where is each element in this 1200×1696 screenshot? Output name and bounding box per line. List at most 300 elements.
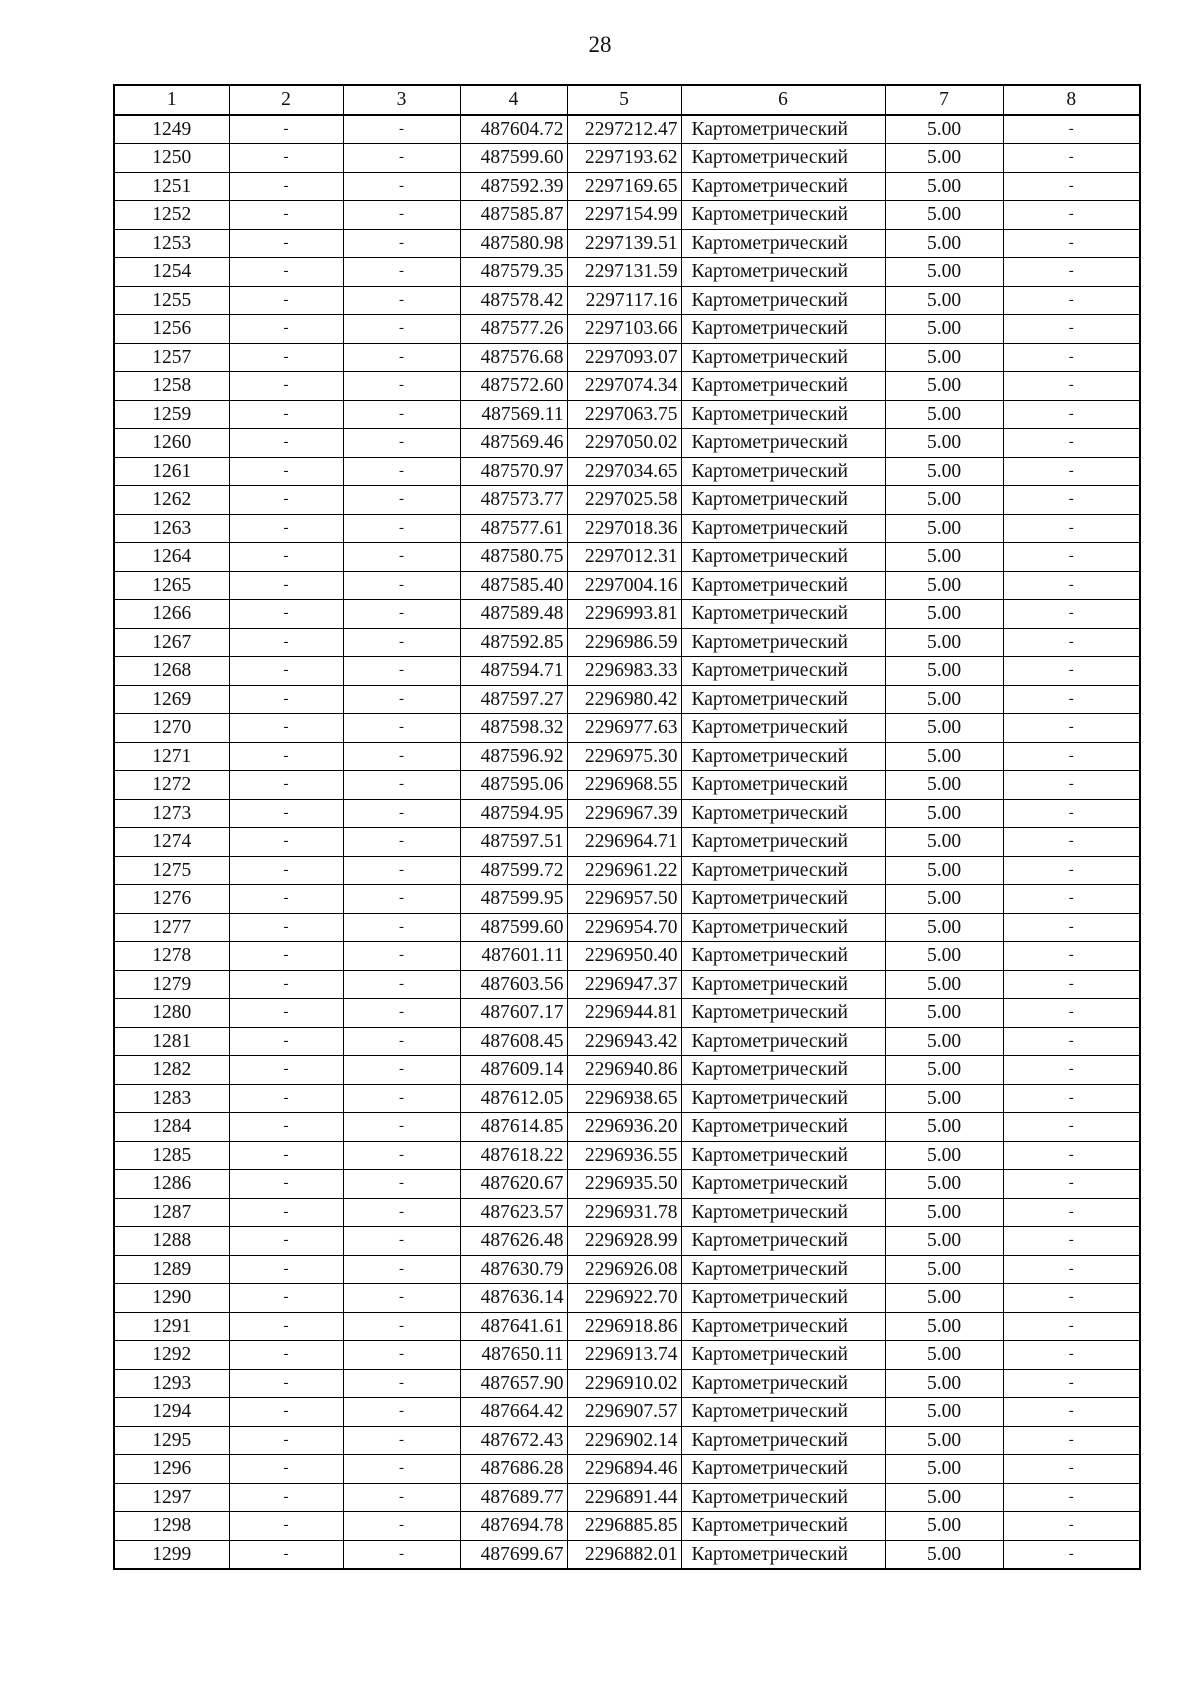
method-cell: Картометрический	[681, 1284, 885, 1313]
col8-cell: -	[1003, 1312, 1140, 1341]
col8-cell: -	[1003, 1540, 1140, 1569]
col2-cell: -	[229, 856, 343, 885]
table-row	[114, 144, 1140, 173]
x-coordinate-cell: 487594.71	[460, 657, 567, 686]
table-row	[114, 514, 1140, 543]
table-row	[114, 258, 1140, 287]
point-number-cell: 1253	[114, 229, 229, 258]
accuracy-cell: 5.00	[885, 201, 1003, 230]
col8-cell: -	[1003, 400, 1140, 429]
accuracy-cell: 5.00	[885, 628, 1003, 657]
x-coordinate-cell: 487694.78	[460, 1512, 567, 1541]
col2-cell: -	[229, 1084, 343, 1113]
accuracy-cell: 5.00	[885, 970, 1003, 999]
col3-cell: -	[343, 429, 460, 458]
column-header: 4	[460, 85, 567, 115]
accuracy-cell: 5.00	[885, 543, 1003, 572]
column-header: 7	[885, 85, 1003, 115]
x-coordinate-cell: 487596.92	[460, 742, 567, 771]
column-header: 3	[343, 85, 460, 115]
y-coordinate-cell: 2296993.81	[567, 600, 681, 629]
col3-cell: -	[343, 942, 460, 971]
point-number-cell: 1276	[114, 885, 229, 914]
x-coordinate-cell: 487595.06	[460, 771, 567, 800]
method-cell: Картометрический	[681, 1084, 885, 1113]
table-row	[114, 229, 1140, 258]
point-number-cell: 1266	[114, 600, 229, 629]
col2-cell: -	[229, 1426, 343, 1455]
col8-cell: -	[1003, 115, 1140, 144]
x-coordinate-cell: 487657.90	[460, 1369, 567, 1398]
accuracy-cell: 5.00	[885, 913, 1003, 942]
method-cell: Картометрический	[681, 144, 885, 173]
y-coordinate-cell: 2296902.14	[567, 1426, 681, 1455]
accuracy-cell: 5.00	[885, 742, 1003, 771]
col8-cell: -	[1003, 258, 1140, 287]
col8-cell: -	[1003, 742, 1140, 771]
col8-cell: -	[1003, 1341, 1140, 1370]
y-coordinate-cell: 2296964.71	[567, 828, 681, 857]
table-row	[114, 714, 1140, 743]
point-number-cell: 1298	[114, 1512, 229, 1541]
col8-cell: -	[1003, 657, 1140, 686]
accuracy-cell: 5.00	[885, 571, 1003, 600]
col8-cell: -	[1003, 201, 1140, 230]
page-number: 28	[588, 32, 612, 57]
y-coordinate-cell: 2297131.59	[567, 258, 681, 287]
col8-cell: -	[1003, 1027, 1140, 1056]
method-cell: Картометрический	[681, 372, 885, 401]
y-coordinate-cell: 2296922.70	[567, 1284, 681, 1313]
x-coordinate-cell: 487630.79	[460, 1255, 567, 1284]
col3-cell: -	[343, 1455, 460, 1484]
table-row	[114, 1084, 1140, 1113]
point-number-cell: 1258	[114, 372, 229, 401]
accuracy-cell: 5.00	[885, 1341, 1003, 1370]
accuracy-cell: 5.00	[885, 1141, 1003, 1170]
table-row	[114, 1312, 1140, 1341]
col3-cell: -	[343, 372, 460, 401]
y-coordinate-cell: 2297012.31	[567, 543, 681, 572]
accuracy-cell: 5.00	[885, 1512, 1003, 1541]
method-cell: Картометрический	[681, 172, 885, 201]
col2-cell: -	[229, 1141, 343, 1170]
method-cell: Картометрический	[681, 457, 885, 486]
point-number-cell: 1249	[114, 115, 229, 144]
col2-cell: -	[229, 885, 343, 914]
table-row	[114, 856, 1140, 885]
method-cell: Картометрический	[681, 286, 885, 315]
col2-cell: -	[229, 571, 343, 600]
x-coordinate-cell: 487592.39	[460, 172, 567, 201]
col3-cell: -	[343, 742, 460, 771]
col2-cell: -	[229, 828, 343, 857]
x-coordinate-cell: 487599.72	[460, 856, 567, 885]
column-header: 5	[567, 85, 681, 115]
point-number-cell: 1295	[114, 1426, 229, 1455]
accuracy-cell: 5.00	[885, 115, 1003, 144]
x-coordinate-cell: 487623.57	[460, 1198, 567, 1227]
point-number-cell: 1252	[114, 201, 229, 230]
point-number-cell: 1288	[114, 1227, 229, 1256]
accuracy-cell: 5.00	[885, 799, 1003, 828]
col8-cell: -	[1003, 799, 1140, 828]
col3-cell: -	[343, 657, 460, 686]
point-number-cell: 1287	[114, 1198, 229, 1227]
col2-cell: -	[229, 115, 343, 144]
y-coordinate-cell: 2297025.58	[567, 486, 681, 515]
col3-cell: -	[343, 1170, 460, 1199]
accuracy-cell: 5.00	[885, 457, 1003, 486]
col3-cell: -	[343, 714, 460, 743]
method-cell: Картометрический	[681, 201, 885, 230]
x-coordinate-cell: 487599.60	[460, 144, 567, 173]
col3-cell: -	[343, 1341, 460, 1370]
table-row	[114, 1113, 1140, 1142]
col2-cell: -	[229, 1227, 343, 1256]
table-row	[114, 799, 1140, 828]
method-cell: Картометрический	[681, 258, 885, 287]
col3-cell: -	[343, 229, 460, 258]
x-coordinate-cell: 487641.61	[460, 1312, 567, 1341]
point-number-cell: 1251	[114, 172, 229, 201]
accuracy-cell: 5.00	[885, 600, 1003, 629]
table-row	[114, 1341, 1140, 1370]
accuracy-cell: 5.00	[885, 1227, 1003, 1256]
col3-cell: -	[343, 828, 460, 857]
col3-cell: -	[343, 1483, 460, 1512]
x-coordinate-cell: 487604.72	[460, 115, 567, 144]
point-number-cell: 1277	[114, 913, 229, 942]
x-coordinate-cell: 487569.46	[460, 429, 567, 458]
y-coordinate-cell: 2296931.78	[567, 1198, 681, 1227]
point-number-cell: 1263	[114, 514, 229, 543]
table-row	[114, 685, 1140, 714]
x-coordinate-cell: 487598.32	[460, 714, 567, 743]
x-coordinate-cell: 487686.28	[460, 1455, 567, 1484]
point-number-cell: 1280	[114, 999, 229, 1028]
table-row	[114, 372, 1140, 401]
point-number-cell: 1250	[114, 144, 229, 173]
x-coordinate-cell: 487597.27	[460, 685, 567, 714]
y-coordinate-cell: 2296936.55	[567, 1141, 681, 1170]
accuracy-cell: 5.00	[885, 828, 1003, 857]
point-number-cell: 1297	[114, 1483, 229, 1512]
method-cell: Картометрический	[681, 1455, 885, 1484]
y-coordinate-cell: 2296983.33	[567, 657, 681, 686]
col3-cell: -	[343, 1141, 460, 1170]
y-coordinate-cell: 2296967.39	[567, 799, 681, 828]
x-coordinate-cell: 487699.67	[460, 1540, 567, 1569]
accuracy-cell: 5.00	[885, 1170, 1003, 1199]
col2-cell: -	[229, 1056, 343, 1085]
accuracy-cell: 5.00	[885, 144, 1003, 173]
col8-cell: -	[1003, 486, 1140, 515]
y-coordinate-cell: 2296885.85	[567, 1512, 681, 1541]
col8-cell: -	[1003, 571, 1140, 600]
col2-cell: -	[229, 372, 343, 401]
point-number-cell: 1261	[114, 457, 229, 486]
col8-cell: -	[1003, 429, 1140, 458]
accuracy-cell: 5.00	[885, 1455, 1003, 1484]
y-coordinate-cell: 2297034.65	[567, 457, 681, 486]
col3-cell: -	[343, 571, 460, 600]
y-coordinate-cell: 2296918.86	[567, 1312, 681, 1341]
col8-cell: -	[1003, 1398, 1140, 1427]
point-number-cell: 1294	[114, 1398, 229, 1427]
col3-cell: -	[343, 913, 460, 942]
accuracy-cell: 5.00	[885, 685, 1003, 714]
point-number-cell: 1284	[114, 1113, 229, 1142]
method-cell: Картометрический	[681, 543, 885, 572]
col8-cell: -	[1003, 286, 1140, 315]
col3-cell: -	[343, 771, 460, 800]
col3-cell: -	[343, 970, 460, 999]
accuracy-cell: 5.00	[885, 942, 1003, 971]
y-coordinate-cell: 2296910.02	[567, 1369, 681, 1398]
point-number-cell: 1285	[114, 1141, 229, 1170]
point-number-cell: 1273	[114, 799, 229, 828]
method-cell: Картометрический	[681, 1141, 885, 1170]
x-coordinate-cell: 487592.85	[460, 628, 567, 657]
col8-cell: -	[1003, 1227, 1140, 1256]
x-coordinate-cell: 487594.95	[460, 799, 567, 828]
x-coordinate-cell: 487572.60	[460, 372, 567, 401]
y-coordinate-cell: 2296944.81	[567, 999, 681, 1028]
accuracy-cell: 5.00	[885, 1540, 1003, 1569]
x-coordinate-cell: 487608.45	[460, 1027, 567, 1056]
col8-cell: -	[1003, 343, 1140, 372]
x-coordinate-cell: 487618.22	[460, 1141, 567, 1170]
method-cell: Картометрический	[681, 1540, 885, 1569]
x-coordinate-cell: 487579.35	[460, 258, 567, 287]
method-cell: Картометрический	[681, 799, 885, 828]
col2-cell: -	[229, 771, 343, 800]
accuracy-cell: 5.00	[885, 1426, 1003, 1455]
col2-cell: -	[229, 657, 343, 686]
col3-cell: -	[343, 400, 460, 429]
method-cell: Картометрический	[681, 1170, 885, 1199]
accuracy-cell: 5.00	[885, 343, 1003, 372]
col3-cell: -	[343, 172, 460, 201]
y-coordinate-cell: 2296935.50	[567, 1170, 681, 1199]
y-coordinate-cell: 2296968.55	[567, 771, 681, 800]
col2-cell: -	[229, 1284, 343, 1313]
accuracy-cell: 5.00	[885, 1113, 1003, 1142]
col8-cell: -	[1003, 1255, 1140, 1284]
method-cell: Картометрический	[681, 343, 885, 372]
col2-cell: -	[229, 286, 343, 315]
point-number-cell: 1286	[114, 1170, 229, 1199]
accuracy-cell: 5.00	[885, 315, 1003, 344]
method-cell: Картометрический	[681, 1312, 885, 1341]
point-number-cell: 1269	[114, 685, 229, 714]
table-row	[114, 543, 1140, 572]
x-coordinate-cell: 487612.05	[460, 1084, 567, 1113]
table-row	[114, 172, 1140, 201]
method-cell: Картометрический	[681, 685, 885, 714]
x-coordinate-cell: 487577.61	[460, 514, 567, 543]
x-coordinate-cell: 487672.43	[460, 1426, 567, 1455]
y-coordinate-cell: 2296977.63	[567, 714, 681, 743]
method-cell: Картометрический	[681, 1426, 885, 1455]
col8-cell: -	[1003, 457, 1140, 486]
accuracy-cell: 5.00	[885, 229, 1003, 258]
method-cell: Картометрический	[681, 828, 885, 857]
x-coordinate-cell: 487614.85	[460, 1113, 567, 1142]
y-coordinate-cell: 2296936.20	[567, 1113, 681, 1142]
y-coordinate-cell: 2296894.46	[567, 1455, 681, 1484]
col2-cell: -	[229, 1198, 343, 1227]
method-cell: Картометрический	[681, 1056, 885, 1085]
accuracy-cell: 5.00	[885, 1398, 1003, 1427]
x-coordinate-cell: 487585.87	[460, 201, 567, 230]
method-cell: Картометрический	[681, 429, 885, 458]
y-coordinate-cell: 2297117.16	[567, 286, 681, 315]
table-row	[114, 885, 1140, 914]
col3-cell: -	[343, 1369, 460, 1398]
col8-cell: -	[1003, 1084, 1140, 1113]
point-number-cell: 1296	[114, 1455, 229, 1484]
col8-cell: -	[1003, 714, 1140, 743]
y-coordinate-cell: 2296913.74	[567, 1341, 681, 1370]
table-row	[114, 400, 1140, 429]
method-cell: Картометрический	[681, 1369, 885, 1398]
x-coordinate-cell: 487603.56	[460, 970, 567, 999]
x-coordinate-cell: 487569.11	[460, 400, 567, 429]
table-row	[114, 1141, 1140, 1170]
col3-cell: -	[343, 799, 460, 828]
col3-cell: -	[343, 315, 460, 344]
table-row	[114, 1512, 1140, 1541]
col3-cell: -	[343, 1540, 460, 1569]
col2-cell: -	[229, 258, 343, 287]
point-number-cell: 1282	[114, 1056, 229, 1085]
column-header: 1	[114, 85, 229, 115]
y-coordinate-cell: 2296940.86	[567, 1056, 681, 1085]
table-row	[114, 1455, 1140, 1484]
accuracy-cell: 5.00	[885, 1312, 1003, 1341]
accuracy-cell: 5.00	[885, 372, 1003, 401]
col2-cell: -	[229, 799, 343, 828]
col2-cell: -	[229, 1369, 343, 1398]
point-number-cell: 1256	[114, 315, 229, 344]
table-row	[114, 429, 1140, 458]
method-cell: Картометрический	[681, 1198, 885, 1227]
method-cell: Картометрический	[681, 885, 885, 914]
accuracy-cell: 5.00	[885, 1084, 1003, 1113]
accuracy-cell: 5.00	[885, 286, 1003, 315]
x-coordinate-cell: 487620.67	[460, 1170, 567, 1199]
method-cell: Картометрический	[681, 970, 885, 999]
method-cell: Картометрический	[681, 742, 885, 771]
y-coordinate-cell: 2296891.44	[567, 1483, 681, 1512]
col3-cell: -	[343, 514, 460, 543]
col2-cell: -	[229, 999, 343, 1028]
col8-cell: -	[1003, 1113, 1140, 1142]
col2-cell: -	[229, 970, 343, 999]
col3-cell: -	[343, 1227, 460, 1256]
accuracy-cell: 5.00	[885, 885, 1003, 914]
table-row	[114, 970, 1140, 999]
point-number-cell: 1257	[114, 343, 229, 372]
table-row	[114, 942, 1140, 971]
col3-cell: -	[343, 685, 460, 714]
table-row	[114, 628, 1140, 657]
col8-cell: -	[1003, 229, 1140, 258]
col2-cell: -	[229, 429, 343, 458]
accuracy-cell: 5.00	[885, 999, 1003, 1028]
y-coordinate-cell: 2297063.75	[567, 400, 681, 429]
col3-cell: -	[343, 1198, 460, 1227]
table-row	[114, 999, 1140, 1028]
table-row	[114, 1027, 1140, 1056]
y-coordinate-cell: 2296947.37	[567, 970, 681, 999]
x-coordinate-cell: 487599.60	[460, 913, 567, 942]
point-number-cell: 1292	[114, 1341, 229, 1370]
point-number-cell: 1271	[114, 742, 229, 771]
accuracy-cell: 5.00	[885, 1056, 1003, 1085]
table-row	[114, 571, 1140, 600]
col2-cell: -	[229, 1113, 343, 1142]
col8-cell: -	[1003, 685, 1140, 714]
table-row	[114, 1170, 1140, 1199]
x-coordinate-cell: 487664.42	[460, 1398, 567, 1427]
col3-cell: -	[343, 1056, 460, 1085]
table-row	[114, 486, 1140, 515]
col8-cell: -	[1003, 1198, 1140, 1227]
point-number-cell: 1279	[114, 970, 229, 999]
accuracy-cell: 5.00	[885, 1027, 1003, 1056]
y-coordinate-cell: 2297139.51	[567, 229, 681, 258]
col8-cell: -	[1003, 1056, 1140, 1085]
x-coordinate-cell: 487626.48	[460, 1227, 567, 1256]
col2-cell: -	[229, 343, 343, 372]
point-number-cell: 1283	[114, 1084, 229, 1113]
method-cell: Картометрический	[681, 1398, 885, 1427]
point-number-cell: 1272	[114, 771, 229, 800]
col2-cell: -	[229, 1170, 343, 1199]
column-header: 2	[229, 85, 343, 115]
col3-cell: -	[343, 1027, 460, 1056]
col3-cell: -	[343, 999, 460, 1028]
col8-cell: -	[1003, 828, 1140, 857]
col2-cell: -	[229, 457, 343, 486]
y-coordinate-cell: 2297103.66	[567, 315, 681, 344]
table-row	[114, 657, 1140, 686]
col2-cell: -	[229, 486, 343, 515]
col2-cell: -	[229, 1312, 343, 1341]
method-cell: Картометрический	[681, 1341, 885, 1370]
point-number-cell: 1278	[114, 942, 229, 971]
col3-cell: -	[343, 1084, 460, 1113]
table-row	[114, 1255, 1140, 1284]
point-number-cell: 1260	[114, 429, 229, 458]
point-number-cell: 1267	[114, 628, 229, 657]
point-number-cell: 1270	[114, 714, 229, 743]
col2-cell: -	[229, 172, 343, 201]
col2-cell: -	[229, 628, 343, 657]
col8-cell: -	[1003, 1512, 1140, 1541]
table-row	[114, 343, 1140, 372]
table-row	[114, 1284, 1140, 1313]
method-cell: Картометрический	[681, 714, 885, 743]
col3-cell: -	[343, 856, 460, 885]
coordinates-table	[113, 84, 1141, 1570]
x-coordinate-cell: 487599.95	[460, 885, 567, 914]
col8-cell: -	[1003, 942, 1140, 971]
point-number-cell: 1290	[114, 1284, 229, 1313]
